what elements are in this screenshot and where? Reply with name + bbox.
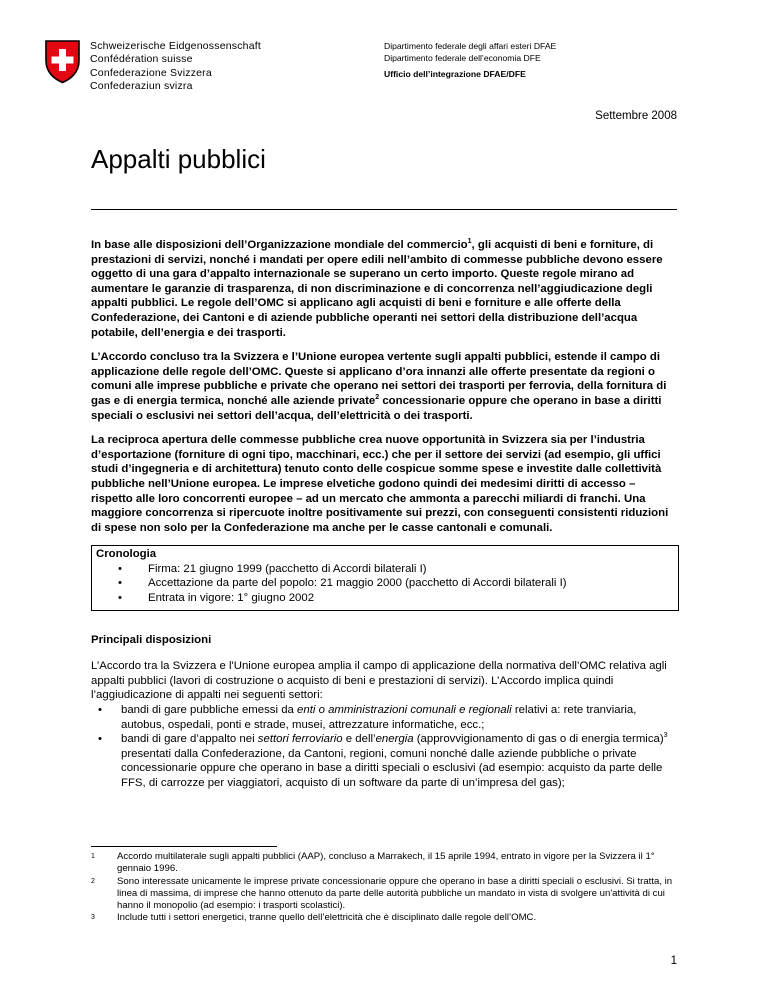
provisions-intro: L’Accordo tra la Svizzera e l'Unione europea amplia il campo di applicazione della normativa dell’OMC relativa agli appalti pubblici (lavori di costruzione o acquisto di beni e prestazioni di servizi). L’Accordo implica quindi l’aggiudicazione di appalti nei seguenti settori: — [91, 660, 667, 702]
provisions-item1-text-b: relativi a: rete tranviaria, autobus, ospedali, ponti e strade, musei, attrezzature informatiche, ecc.; — [121, 704, 637, 731]
chronology-item — [96, 591, 674, 606]
footnotes — [91, 851, 679, 925]
intro-p1-text-b: , gli acquisti di beni e forniture, di prestazioni di servizi, nonché i mandati per opere edili nell’ambito di commesse pubbliche devono essere oggetto di una gara d’appalto internazionale se superano un certo importo. Queste regole mirano ad aumentare le garanzie di trasparenza, di non discriminazione e di concorrenza nell’aggiudicazione degli appalti pubblici. Le regole dell’OMC si applicano agli acquisti di beni e forniture e alle offerte della Confederazione, dei Cantoni e di aziende pubbliche operanti nei settori della distribuzione dell’acqua potabile, dell’energia e dei trasporti. — [91, 239, 663, 339]
provisions-item2-emphasis-2: energia — [375, 733, 414, 746]
department-dfe: Dipartimento federale dell’economia DFE — [384, 52, 541, 63]
chronology-item-text: Firma: 21 giugno 1999 (pacchetto di Accordi bilaterali I) — [148, 562, 427, 575]
provisions-item1-text-a: bandi di gare pubbliche emessi da — [121, 704, 298, 717]
document-date: Settembre 2008 — [595, 110, 677, 122]
footnote-number: 3 — [91, 914, 95, 922]
confederation-name-fr: Confédération suisse — [90, 53, 193, 66]
chronology-item-text: Accettazione da parte del popolo: 21 maggio 2000 (pacchetto di Accordi bilaterali I) — [148, 577, 567, 590]
footnote-ref-2[interactable]: 2 — [375, 394, 380, 402]
intro-p2-text-b: concessionarie oppure che operano in base a diritti speciali o esclusivi nei settori dell’acqua, dell’elettricità o dei trasporti. — [91, 394, 662, 422]
chronology-item — [96, 576, 674, 591]
provisions-item2-text-b: e dell’ — [342, 733, 376, 746]
provisions-item2-text-d: presentati dalla Confederazione, da Cantoni, regioni, comuni nonché dalle aziende pubbliche o private concessionarie oppure che operano in base a diritti speciali o esclusivi (ad esempio: acquisto da parte delle FFS, di carrozze per viaggiatori, acquisto di un software da parte di un’impresa del gas); — [121, 747, 663, 789]
intro-paragraph-1 — [91, 238, 679, 340]
footnote-number: 1 — [91, 853, 95, 860]
provisions-item2-text-a: bandi di gare d’appalto nei — [121, 733, 258, 746]
footnote-text: Include tutti i settori energetici, tranne quello dell’elettricità che è disciplinato dalle regole dell’OMC. — [117, 912, 537, 924]
confederation-name-de: Schweizerische Eidgenossenschaft — [90, 40, 261, 52]
footnote-number: 2 — [91, 877, 95, 885]
provisions-item — [91, 703, 679, 732]
intro-p1-text-a: In base alle disposizioni dell’Organizzazione mondiale del commercio — [91, 239, 468, 251]
provisions-item2-text-c: (approvvigionamento di gas o di energia termica) — [413, 733, 664, 746]
footnote-text: Sono interessate unicamente le imprese private concessionarie oppure che operano in base a diritti speciali o esclusivi. Si tratta, in linea di massima, di imprese che hanno ottenuto da parte delle autorità pubbliche un mandato in vista di svolgere un'attività di cui hanno il monopolio (ad esempio: i trasporti scolastici). — [117, 875, 673, 912]
intro-p2-text-a: L’Accordo concluso tra la Svizzera e l’Unione europea vertente sugli appalti pubblici, estende il campo di applicazione delle regole dell’OMC. Queste si applicano d’ora innanzi alle offerte presentate da regioni o comuni alle imprese pubbliche e private che operano nei settori dei trasporti per ferrovia, della fornitura di gas e di energia termica, nonché alle aziende private — [91, 351, 667, 407]
document-body — [91, 238, 679, 791]
chronology-title: Cronologia — [96, 548, 157, 561]
provisions-item1-emphasis: enti o amministrazioni comunali e regionali — [297, 704, 512, 717]
provisions-heading: Principali disposizioni — [91, 633, 212, 646]
confederation-name-it: Confederazione Svizzera — [90, 66, 212, 79]
provisions-list — [91, 703, 679, 791]
page-title: Appalti pubblici — [91, 144, 266, 174]
intro-paragraph-2 — [91, 350, 679, 423]
provisions-item — [91, 732, 679, 790]
provisions-item2-emphasis-1: settori ferroviario — [257, 733, 343, 746]
intro-paragraph-3: La reciproca apertura delle commesse pubbliche crea nuove opportunità in Svizzera sia per l’industria d’esportazione (forniture di ogni tipo, macchinari, ecc.) che per il settore dei servizi (ad esempio, gli uffici studi d’ingegneria e di architettura) tenuto conto delle cospicue somme spese e investite dalle collettività pubbliche nell’Unione europea. Le imprese elvetiche godono quindi dei medesimi diritti di accesso – rispetto alle loro concorrenti europee – ad un mercato che ammonta a parecchi miliardi di franchi. Una maggiore concorrenza si ripercuote inoltre positivamente sui prezzi, con conseguenti consistenti riduzioni di spese non solo per la Confederazione ma anche per le casse cantonali e comunali. — [91, 434, 669, 534]
bullet-icon: • — [98, 733, 102, 746]
confederation-names — [90, 40, 261, 93]
department-block — [384, 41, 556, 81]
chronology-item — [96, 562, 674, 577]
chronology-box — [91, 545, 679, 610]
chronology-item-text: Entrata in vigore: 1° giugno 2002 — [148, 592, 315, 605]
footnote-divider — [91, 846, 277, 847]
footnote-item — [91, 912, 679, 924]
bullet-icon: • — [118, 592, 122, 605]
swiss-cross-shield-icon — [44, 39, 81, 84]
page-number: 1 — [670, 955, 677, 967]
footnote-item — [91, 876, 679, 913]
footnote-item — [91, 851, 679, 876]
department-dfae: Dipartimento federale degli affari esteri DFAE — [384, 41, 557, 51]
office-name: Ufficio dell’integrazione DFAE/DFE — [384, 69, 526, 79]
confederation-name-rm: Confederaziun svizra — [90, 79, 193, 92]
footnote-ref-3[interactable]: 3 — [663, 732, 668, 740]
chronology-list — [96, 562, 674, 606]
page-header — [44, 38, 724, 98]
bullet-icon: • — [118, 562, 122, 575]
footnote-ref-1[interactable]: 1 — [467, 238, 472, 246]
bullet-icon: • — [98, 704, 102, 717]
bullet-icon: • — [118, 577, 122, 590]
title-divider — [91, 209, 677, 210]
footnote-text: Accordo multilaterale sugli appalti pubblici (AAP), concluso a Marrakech, il 15 aprile 1994, entrato in vigore per la Svizzera il 1° gennaio 1996. — [117, 851, 655, 875]
